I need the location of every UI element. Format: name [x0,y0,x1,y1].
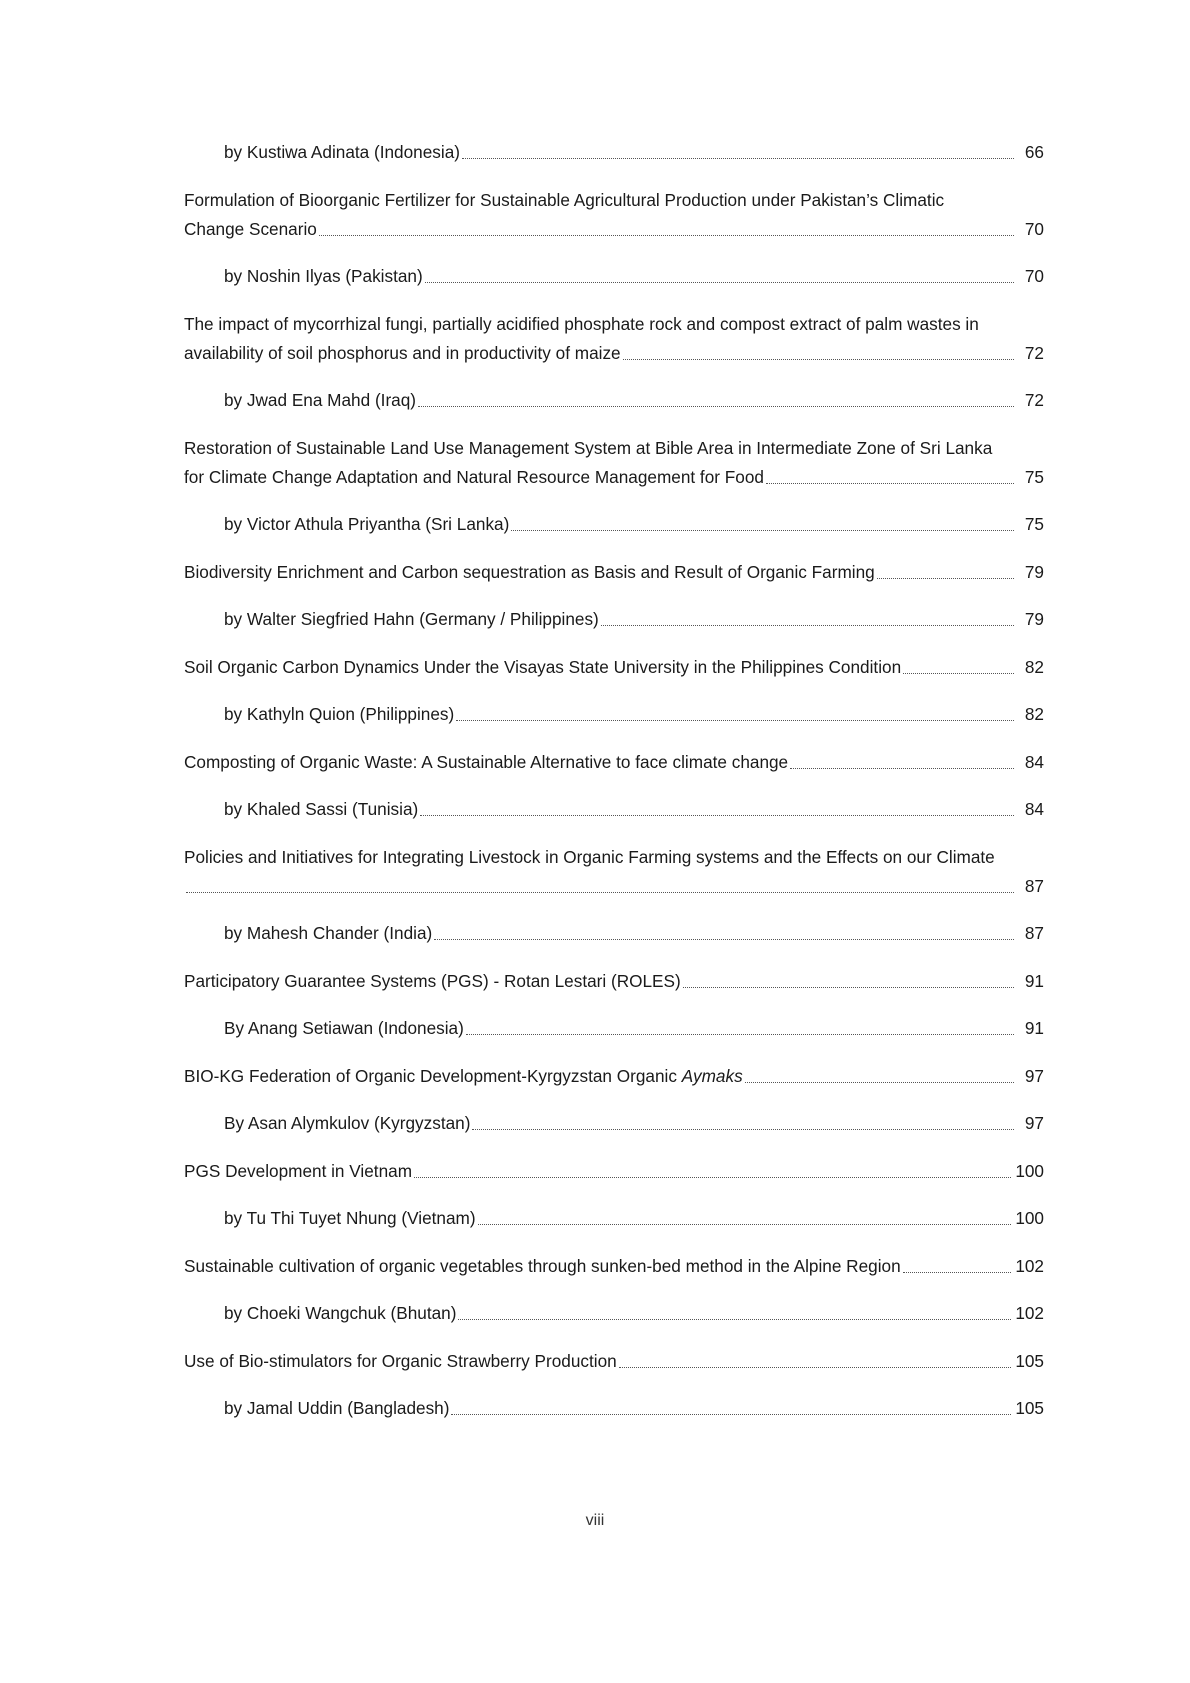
toc-page-number: 97 [1024,1113,1044,1133]
dot-leader [601,625,1014,626]
author-name: by Mahesh Chander (India) [224,923,433,943]
toc-entry-title-line: Policies and Initiatives for Integrating Livestock in Organic Farming systems and the Effects on our Climate [184,847,995,867]
toc-page-number: 75 [1024,514,1044,534]
toc-entry-title[interactable] [184,1347,1044,1376]
dot-leader [451,1414,1011,1415]
toc-page-number: 91 [1024,1018,1044,1038]
dot-leader [418,406,1014,407]
dot-leader [472,1129,1014,1130]
author-name: by Noshin Ilyas (Pakistan) [224,266,423,286]
toc-entry-author[interactable] [184,1014,1044,1043]
toc-entry-author[interactable] [184,1394,1044,1423]
author-name: By Anang Setiawan (Indonesia) [224,1018,464,1038]
dot-leader [458,1319,1011,1320]
toc-entry-title-line: for Climate Change Adaptation and Natural Resource Management for Food [184,467,764,487]
dot-leader [511,530,1014,531]
author-name: by Kathyln Quion (Philippines) [224,704,455,724]
dot-leader [478,1224,1012,1225]
toc-entry-title-line: Formulation of Bioorganic Fertilizer for Sustainable Agricultural Production under Pakistan’s Climatic [184,190,945,210]
toc-page-number: 97 [1024,1066,1044,1086]
page-number-footer: viii [585,1512,605,1529]
toc-page-number: 87 [1024,923,1044,943]
dot-leader [462,158,1014,159]
dot-leader [414,1177,1011,1178]
toc-page-number: 70 [1024,219,1044,239]
entry-title-text: BIO-KG Federation of Organic Development-Kyrgyzstan Organic [184,1066,682,1086]
toc-page-number: 100 [1015,1161,1044,1181]
toc-entry-title[interactable] [184,1062,1044,1091]
author-name: by Kustiwa Adinata (Indonesia) [224,142,460,162]
toc-entry-title[interactable] [184,748,1044,777]
toc-entry-author[interactable] [184,1109,1044,1138]
toc-entry-title[interactable] [184,1157,1044,1186]
entry-title-text: Use of Bio-stimulators for Organic Strawberry Production [184,1351,617,1371]
toc-page-number: 72 [1024,343,1044,363]
dot-leader [619,1367,1012,1368]
dot-leader [420,815,1014,816]
dot-leader [903,673,1014,674]
author-name: by Choeki Wangchuk (Bhutan) [224,1303,457,1323]
toc-page-number: 84 [1024,799,1044,819]
toc-entry-author[interactable] [184,262,1044,291]
dot-leader [766,483,1014,484]
toc-entry-title[interactable] [184,653,1044,682]
toc-page-number: 79 [1024,562,1044,582]
toc-entry-author[interactable] [184,795,1044,824]
entry-title-text: Composting of Organic Waste: A Sustainable Alternative to face climate change [184,752,789,772]
toc-entry-author[interactable] [184,138,1044,167]
toc-page-number: 105 [1015,1398,1044,1418]
dot-leader [434,939,1014,940]
entry-title-italic: Aymaks [681,1066,743,1086]
author-name: by Khaled Sassi (Tunisia) [224,799,419,819]
toc-entry-title-line: Restoration of Sustainable Land Use Management System at Bible Area in Intermediate Zone of Sri Lanka [184,438,993,458]
toc-entry-title-line: Change Scenario [184,219,317,239]
toc-entry-title[interactable] [184,434,1044,492]
toc-page-number: 87 [1024,876,1044,896]
toc-page-number: 102 [1015,1303,1044,1323]
toc-entry-title[interactable] [184,1252,1044,1281]
toc-entry-title[interactable] [184,558,1044,587]
entry-title-text: Sustainable cultivation of organic vegetables through sunken-bed method in the Alpine Region [184,1256,901,1276]
toc-entry-author[interactable] [184,919,1044,948]
dot-leader [466,1034,1014,1035]
dot-leader [425,282,1014,283]
toc-page-number: 79 [1024,609,1044,629]
toc-page-number: 105 [1015,1351,1044,1371]
toc-page-number: 82 [1024,657,1044,677]
dot-leader [623,359,1014,360]
toc-entry-title-line: The impact of mycorrhizal fungi, partially acidified phosphate rock and compost extract of palm wastes in [184,314,979,334]
toc-page-number: 82 [1024,704,1044,724]
author-name: By Asan Alymkulov (Kyrgyzstan) [224,1113,471,1133]
toc-page-number: 70 [1024,266,1044,286]
toc-entry-author[interactable] [184,1204,1044,1233]
toc-entry-title[interactable] [184,186,1044,244]
toc-page-number: 91 [1024,971,1044,991]
entry-title-text: Soil Organic Carbon Dynamics Under the Visayas State University in the Philippines Condition [184,657,902,677]
dot-leader [319,235,1014,236]
dot-leader [790,768,1014,769]
author-name: by Victor Athula Priyantha (Sri Lanka) [224,514,510,534]
entry-title-text: Participatory Guarantee Systems (PGS) - Rotan Lestari (ROLES) [184,971,681,991]
toc-entry-author[interactable] [184,510,1044,539]
toc-page-number: 84 [1024,752,1044,772]
toc-entry-author[interactable] [184,1299,1044,1328]
toc-page-number: 102 [1015,1256,1044,1276]
dot-leader [877,578,1014,579]
toc-entry-author[interactable] [184,605,1044,634]
dot-leader [683,987,1014,988]
toc-entry-title[interactable] [184,843,1044,901]
toc-entry-author[interactable] [184,700,1044,729]
author-name: by Jwad Ena Mahd (Iraq) [224,390,417,410]
entry-title-text: PGS Development in Vietnam [184,1161,413,1181]
author-name: by Tu Thi Tuyet Nhung (Vietnam) [224,1208,476,1228]
dot-leader [456,720,1014,721]
toc-entry-title[interactable] [184,967,1044,996]
toc-entry-title[interactable] [184,310,1044,368]
toc-page-number: 66 [1024,142,1044,162]
toc-entry-author[interactable] [184,386,1044,415]
toc-page-number: 75 [1024,467,1044,487]
table-of-contents [184,138,1044,1442]
entry-title-text: Biodiversity Enrichment and Carbon sequestration as Basis and Result of Organic Farming [184,562,875,582]
author-name: by Walter Siegfried Hahn (Germany / Philippines) [224,609,599,629]
dot-leader [186,892,1014,893]
toc-page-number: 72 [1024,390,1044,410]
toc-entry-title-line: availability of soil phosphorus and in productivity of maize [184,343,621,363]
dot-leader [745,1082,1014,1083]
toc-page-number: 100 [1015,1208,1044,1228]
dot-leader [903,1272,1012,1273]
author-name: by Jamal Uddin (Bangladesh) [224,1398,450,1418]
